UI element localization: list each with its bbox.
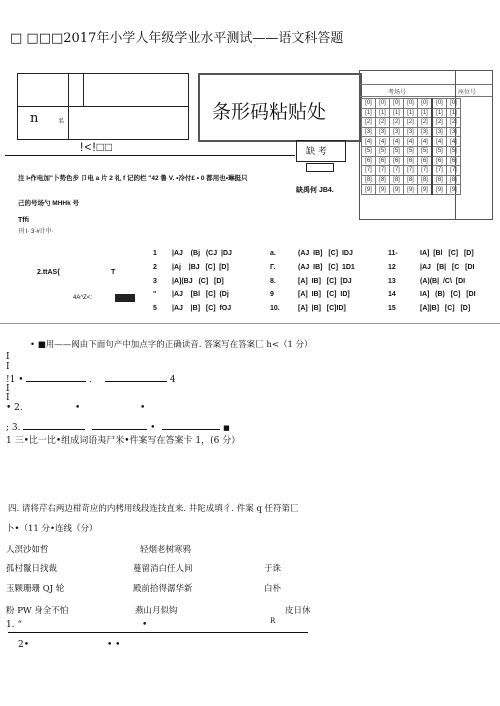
question-number: 9 (270, 291, 274, 298)
digit-cell[interactable]: [5] (447, 146, 461, 156)
answer-options[interactable]: |AJ [B| [C [DI (420, 264, 475, 271)
answer-options[interactable]: [A] IB] [C] [DJ (298, 278, 352, 285)
digit-cell[interactable]: [2] (404, 118, 418, 128)
digit-cell[interactable]: [1] (432, 108, 447, 118)
answer-blank-2[interactable] (105, 372, 167, 382)
digit-cell[interactable]: [3] (418, 127, 433, 137)
row1-separator: . (89, 375, 93, 385)
digit-cell[interactable]: [2] (362, 118, 376, 128)
absent-checkbox[interactable] (306, 163, 334, 172)
question-number: 15 (388, 305, 396, 312)
digit-cell[interactable]: [8] (362, 175, 376, 185)
answer-options[interactable]: |A](BJ (C] [D] (172, 278, 224, 285)
digit-cell[interactable]: [5] (362, 146, 376, 156)
digit-cell[interactable]: [5] (404, 146, 418, 156)
row3-end: ■ (223, 424, 230, 432)
section1-row-3 (6, 420, 230, 433)
digit-cell[interactable]: [2] (432, 118, 447, 128)
absent-label: 缺 考 (306, 147, 327, 157)
digit-cell[interactable]: [7] (362, 166, 376, 176)
digit-cell[interactable]: [7] (432, 166, 447, 176)
student-info-box (17, 73, 189, 140)
kaochang-header: 考场号 (388, 89, 407, 96)
question-number: 5 (153, 305, 157, 312)
digit-cell[interactable]: [6] (362, 156, 376, 166)
question-number: 10. (270, 305, 280, 312)
row3-dot: • (150, 423, 156, 433)
row1-end: 4 (169, 375, 176, 385)
notes-line-3: Tffi (18, 217, 29, 224)
pair-right-1: 轻烟老树寒鸦 (140, 545, 192, 555)
digit-cell[interactable]: [6] (404, 156, 418, 166)
digit-cell[interactable]: [5] (390, 146, 404, 156)
digit-cell[interactable]: [0] (432, 99, 447, 109)
notes-line-2: 己的号场勺 MHHk 号 (18, 200, 80, 207)
answers-divider (0, 323, 500, 324)
absent-box (296, 140, 346, 162)
pair-left-1: 人溟沙如哲 (6, 545, 49, 555)
pair-right-4: 燕山月似钩 (135, 606, 178, 616)
digit-cell[interactable]: [8] (376, 175, 390, 185)
row3-label: ; 3. (6, 423, 21, 433)
digit-cell[interactable]: [5] (376, 146, 390, 156)
section1-heading: • ■用——阀由下面句产中加点字的正确读音. 答案写在答案匚 h<（1 分） (30, 340, 313, 350)
digit-cell[interactable]: [7] (376, 166, 390, 176)
notes-line-1: 注 I•作电加"卜势色步 卩电 a 片 2 礼 f 记的栏 "42 鲁 V. •冷付£ • 0 都用也•琳挺只 (18, 175, 248, 182)
page-title: □ □□□2017年小学人年级学业水平测试——语文科答题 (10, 31, 344, 46)
notes-line-4: 刊 I· 3·#计中· (18, 229, 54, 235)
question-number: " (153, 291, 157, 298)
question-number: 14 (388, 291, 396, 298)
filled-mark (115, 294, 135, 302)
answer-options[interactable]: |Aj |BJ [C] [D] (172, 264, 229, 271)
digit-cell[interactable]: [2] (418, 118, 433, 128)
digit-cell[interactable]: [9] (404, 185, 418, 195)
answer-blank-5[interactable] (162, 420, 220, 430)
digit-cell[interactable]: [8] (390, 175, 404, 185)
exam-digit-grid (361, 98, 461, 195)
section1-footer: 1 三•比一比•组成词语夷尸米•件案写在答案卡 1，(6 分） (6, 436, 241, 446)
row2-dot-2: • (140, 403, 146, 413)
block-small: 4A^Z<: (73, 295, 92, 301)
digit-cell[interactable]: [1] (447, 108, 461, 118)
digit-cell[interactable]: [5] (418, 146, 433, 156)
pair-author-4: 皮日休 (285, 606, 311, 616)
question-number: 13 (388, 278, 396, 285)
pair-right-3: 殿前拾得潺华新 (133, 584, 193, 594)
section1-row-1 (6, 372, 176, 385)
digit-cell[interactable]: [0] (362, 99, 376, 109)
digit-cell[interactable]: [4] (404, 137, 418, 147)
answer-options[interactable]: (AJ IB] [C] IDJ (298, 250, 353, 257)
answer-options[interactable]: [A]|B] [C] [D] (420, 305, 471, 312)
digit-cell[interactable]: [1] (376, 108, 390, 118)
question-number: 1 (153, 250, 157, 257)
question-number: 12 (388, 264, 396, 271)
pair-left-4: 粉 PW 身全不怕 (6, 606, 69, 616)
answer-options[interactable]: |AJ |B] [C] fOJ (172, 305, 232, 312)
digit-cell[interactable]: [7] (404, 166, 418, 176)
digit-cell[interactable]: [6] (376, 156, 390, 166)
question-number: a. (270, 250, 276, 257)
question-number: 3 (153, 278, 157, 285)
digit-cell[interactable]: [3] (362, 127, 376, 137)
digit-cell[interactable]: [0] (447, 99, 461, 109)
digit-cell[interactable]: [2] (447, 118, 461, 128)
digit-cell[interactable]: [6] (418, 156, 433, 166)
last-row-2-dots: • • (107, 640, 121, 650)
digit-cell[interactable]: [8] (432, 175, 447, 185)
question-number: 11- (388, 250, 398, 257)
digit-cell[interactable]: [9] (418, 185, 433, 195)
last-row-1-dot: • (142, 620, 148, 630)
digit-cell[interactable]: [0] (404, 99, 418, 109)
answer-options[interactable]: IA] (B) [C] [DI (420, 291, 476, 298)
digit-cell[interactable]: [2] (390, 118, 404, 128)
digit-cell[interactable]: [3] (432, 127, 447, 137)
answer-options[interactable]: (A)(B| /C\ [DI (420, 278, 466, 285)
digit-cell[interactable]: [4] (418, 137, 433, 147)
pair-right-2: 蔓留消白任人间 (133, 564, 193, 574)
digit-cell[interactable]: [1] (404, 108, 418, 118)
section1-mark-1: I (6, 352, 10, 362)
digit-cell[interactable]: [4] (432, 137, 447, 147)
digit-cell[interactable]: [4] (447, 137, 461, 147)
block-label: 2.ttAS{ (37, 269, 60, 276)
digit-cell[interactable]: [8] (447, 175, 461, 185)
digit-cell[interactable]: [8] (418, 175, 433, 185)
info-marks: !<!□□ (80, 140, 114, 154)
digit-cell[interactable]: [5] (432, 146, 447, 156)
digit-cell[interactable]: [3] (447, 127, 461, 137)
answer-blank-3[interactable] (23, 420, 85, 430)
digit-cell[interactable]: [3] (404, 127, 418, 137)
answer-options[interactable]: |AJ [Bl [C] (Dj (172, 291, 229, 298)
pair-author-2: 于诛 (264, 564, 282, 574)
digit-cell[interactable]: [2] (376, 118, 390, 128)
answer-options[interactable]: [A] IB] [C] ID] (298, 291, 350, 298)
digit-cell[interactable]: [0] (418, 99, 433, 109)
question-number: 2 (153, 264, 157, 271)
block-t: T (111, 269, 116, 276)
digit-cell[interactable]: [4] (362, 137, 376, 147)
section1-mark-2: I (6, 362, 10, 372)
pair-left-2: 孤村鬣日找裁 (6, 564, 58, 574)
answer-options[interactable]: (AJ IB] [C] 1D1 (298, 264, 355, 271)
header-divider (5, 155, 295, 156)
answer-options[interactable]: |AJ (Bj (CJ |DJ (172, 250, 232, 257)
digit-cell[interactable]: [6] (432, 156, 447, 166)
answer-blank-1[interactable] (26, 372, 86, 382)
absent-note: 缺禹何 JB4. (296, 187, 334, 194)
answer-options[interactable]: IA] [Bl [C] [D] (420, 250, 474, 257)
pair-author-3: 白朴 (264, 584, 282, 594)
digit-cell[interactable]: [9] (362, 185, 376, 195)
last-row-1-line[interactable] (8, 632, 308, 633)
row2-label: • 2. (6, 403, 23, 413)
digit-cell[interactable]: [9] (376, 185, 390, 195)
section4-subheading: 卜•（11 分•连线（分） (6, 524, 98, 534)
digit-cell[interactable]: [3] (376, 127, 390, 137)
digit-cell[interactable]: [7] (447, 166, 461, 176)
digit-cell[interactable]: [9] (447, 185, 461, 195)
section1-mark-4: I (6, 393, 10, 403)
digit-cell[interactable]: [4] (390, 137, 404, 147)
name-label: 名 (58, 118, 65, 125)
zuowei-header: 座位号 (458, 89, 477, 96)
barcode-text: 条形码粘贴处 (212, 101, 327, 123)
digit-cell[interactable]: [0] (376, 99, 390, 109)
last-row-1-label: 1. “ (6, 620, 23, 630)
digit-cell[interactable]: [7] (390, 166, 404, 176)
digit-cell[interactable]: [1] (390, 108, 404, 118)
digit-cell[interactable]: [8] (404, 175, 418, 185)
last-row-2-label: 2• (18, 640, 30, 650)
question-number: 8. (270, 278, 276, 285)
n-label: n (30, 111, 39, 126)
question-number: Γ. (270, 264, 276, 271)
digit-cell[interactable]: [9] (432, 185, 447, 195)
answer-options[interactable]: [A] |B] [C]ID] (298, 305, 346, 312)
barcode-area (198, 73, 362, 142)
row2-dot-1: • (75, 403, 81, 413)
last-row-1-r: R (270, 617, 276, 625)
answer-blank-4[interactable] (92, 420, 147, 430)
digit-cell[interactable]: [6] (447, 156, 461, 166)
digit-cell[interactable]: [9] (390, 185, 404, 195)
section4-heading: 四. 请将芹右两边柑苛应的内栲用线段连技直来. 井陀成填彳. 件案 q 任符第匚 (8, 504, 299, 514)
digit-cell[interactable]: [0] (390, 99, 404, 109)
digit-cell[interactable]: [7] (418, 166, 433, 176)
digit-cell[interactable]: [3] (390, 127, 404, 137)
digit-cell[interactable]: [1] (418, 108, 433, 118)
section1-mark-3: I (6, 384, 10, 394)
digit-cell[interactable]: [4] (376, 137, 390, 147)
row1-label: !1 • (6, 375, 24, 385)
pair-left-3: 玉颗珊珊 QJ 轮 (6, 584, 65, 594)
digit-cell[interactable]: [6] (390, 156, 404, 166)
digit-cell[interactable]: [1] (362, 108, 376, 118)
